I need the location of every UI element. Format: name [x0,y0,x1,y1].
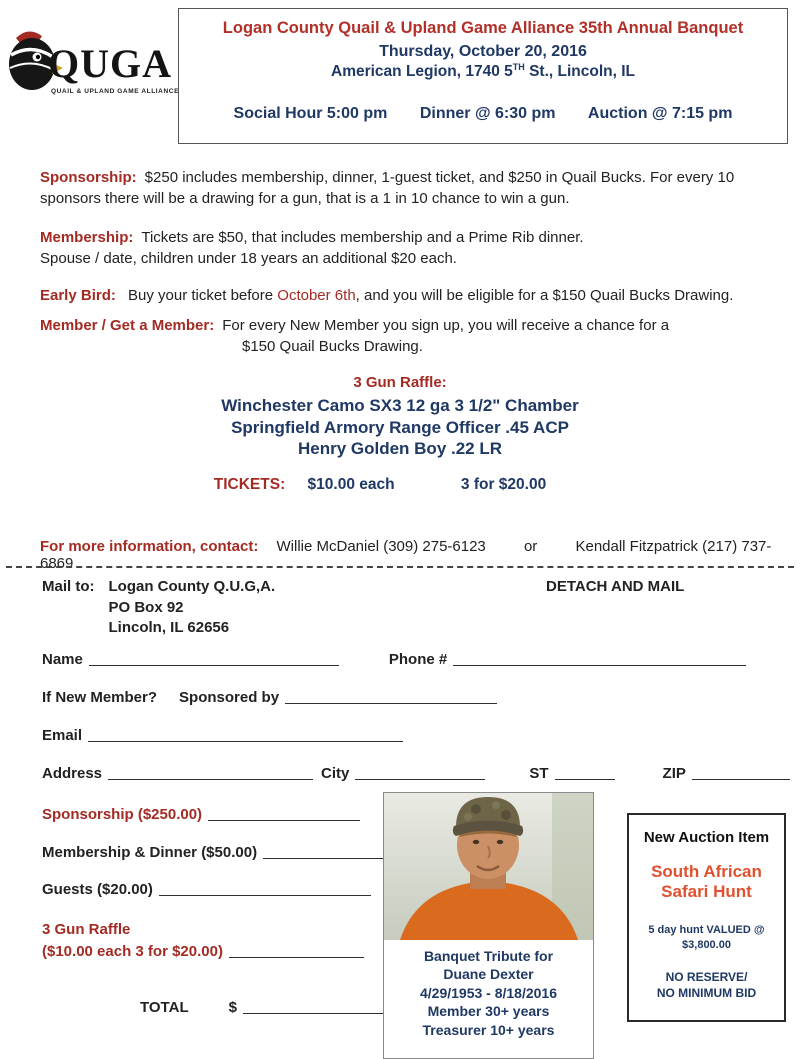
tribute-photo [384,793,593,940]
raffle-tickets-row [0,476,760,494]
phone-field-line [453,652,746,666]
total-amount-line [243,1000,403,1014]
raffle-gun-3: Henry Golden Boy .22 LR [297,439,503,459]
st-field-line [555,766,615,780]
banquet-schedule [179,105,787,123]
mail-to-label: Mail to: [42,578,95,595]
banquet-header-box [178,8,788,144]
form-row-raffle [42,919,370,963]
membership-amount-label: Membership & Dinner ($50.00) [42,844,258,861]
member-get-member-paragraph [40,316,766,357]
member-get-member-text: For every New Member you sign up, you will receive a chance for a [222,317,670,334]
contact-person-1: Willie McDaniel (309) 275-6123 [276,538,486,555]
form-row-name-phone [42,651,752,668]
city-label: City [321,765,350,782]
sponsorship-paragraph [40,168,766,209]
zip-field-line [692,766,790,780]
membership-text-line2: Spouse / date, children under 18 years an additional $20 each. [40,249,457,267]
total-label: TOTAL [140,999,189,1016]
early-bird-paragraph [40,286,766,307]
email-label: Email [42,727,83,744]
schedule-dinner: Dinner @ 6:30 pm [419,105,556,123]
ticket-price: $10.00 each [307,476,395,493]
banquet-date: Thursday, October 20, 2016 [379,43,587,60]
schedule-auction: Auction @ 7:15 pm [587,105,733,123]
raffle-amount-label2: ($10.00 each 3 for $20.00) [42,942,223,960]
sponsored-by-field-line [285,690,497,704]
form-row-address [42,765,796,782]
form-row-guests [42,881,377,898]
sponsored-by-label: Sponsored by [179,689,280,706]
auction-title: New Auction Item [643,829,770,846]
guests-amount-line [159,882,371,896]
mail-address [109,577,276,639]
name-field-line [89,652,339,666]
early-bird-text: Buy your ticket before October 6th, and you will be eligible for a $150 Quail Bucks Drawing. [128,287,734,304]
sponsorship-amount-label: Sponsorship ($250.00) [42,806,203,823]
address-field-line [108,766,313,780]
banquet-venue [179,62,787,81]
tribute-line-1: Banquet Tribute for [423,948,554,964]
contact-or: or [523,538,538,555]
membership-text: Tickets are $50, that includes membership and a Prime Rib dinner. [141,229,584,246]
tribute-treasurer-years: Treasurer 10+ years [422,1021,555,1038]
raffle-amount-line [229,944,364,958]
auction-item-line2: Safari Hunt [661,882,752,902]
membership-paragraph [40,228,766,269]
venue-text: American Legion, 1740 5 [331,63,513,81]
tribute-member-years: Member 30+ years [427,1003,550,1020]
auction-value-line2: $3,800.00 [682,938,731,951]
sponsorship-text: $250 includes membership, dinner, 1-guest ticket, and $250 in Quail Bucks. For every 10 sponsors there will be a drawing for a gun, that is a 1 in 10 chance to win a gun. [40,169,735,207]
email-field-line [88,728,403,742]
tribute-dates: 4/29/1953 - 8/18/2016 [419,984,557,1001]
address-label: Address [42,765,103,782]
new-member-label: If New Member? [42,689,158,706]
venue-text-suffix: St., Lincoln, IL [524,63,635,81]
detach-dashed-line [6,566,794,568]
auction-note-line1: NO RESERVE/ [665,970,748,985]
ticket-deal: 3 for $20.00 [460,476,547,493]
early-bird-deadline: October 6th [277,287,356,304]
tribute-photo-box [383,792,594,1059]
early-bird-label: Early Bird: [40,287,116,304]
banquet-title: Logan County Quail & Upland Game Alliance 35th Annual Banquet [222,19,744,37]
schedule-social-hour: Social Hour 5:00 pm [233,105,388,123]
quga-logo [6,26,182,112]
city-field-line [355,766,485,780]
zip-label: ZIP [662,765,686,782]
raffle-gun-1: Winchester Camo SX3 12 ga 3 1/2" Chamber [221,396,579,415]
name-label: Name [42,651,83,668]
form-row-new-member [42,689,503,706]
auction-value [629,923,784,953]
raffle-amount-label: 3 Gun Raffle [42,921,131,938]
mail-to-block [42,577,275,639]
mail-address-line2: PO Box 92 [108,598,184,616]
raffle-gun-2: Springfield Armory Range Officer .45 ACP [231,417,569,437]
auction-reserve-note [629,970,784,1001]
gun-raffle-title: 3 Gun Raffle: [353,374,447,391]
guests-amount-label: Guests ($20.00) [42,881,153,898]
tickets-label: TICKETS: [213,476,286,493]
logo-tagline: QUAIL & UPLAND GAME ALLIANCE [50,88,180,95]
new-auction-item-box [627,813,786,1022]
auction-item-name [629,862,784,903]
tribute-name: Duane Dexter [443,966,534,983]
detach-and-mail-label: DETACH AND MAIL [546,578,685,595]
membership-amount-line [263,845,391,859]
auction-value-line1: 5 day hunt VALUED @ [648,923,765,936]
st-label: ST [529,765,549,782]
auction-item-line1: South African [651,862,762,881]
form-row-sponsorship [42,806,366,823]
contact-person-2: Kendall Fitzpatrick (217) 737-6869 [40,538,772,572]
auction-note-line2: NO MINIMUM BID [656,986,757,1001]
form-row-membership [42,844,397,861]
venue-ordinal: TH [512,62,525,72]
phone-label: Phone # [388,651,448,668]
gun-raffle-section [0,374,800,460]
form-row-total [140,999,409,1016]
member-get-member-label: Member / Get a Member: [40,317,215,334]
sponsorship-label: Sponsorship: [40,169,137,186]
form-row-email [42,727,409,744]
logo-acronym: QUGA [48,41,172,86]
member-get-member-text-line2: $150 Quail Bucks Drawing. [242,337,423,355]
mail-address-line3: Lincoln, IL 62656 [108,619,230,637]
contact-label: For more information, contact: [40,538,259,555]
membership-label: Membership: [40,229,134,246]
sponsorship-amount-line [208,807,360,821]
mail-address-line1: Logan County Q.U.G,A. [108,578,276,595]
total-currency: $ [228,999,237,1016]
tribute-caption [384,947,593,1039]
